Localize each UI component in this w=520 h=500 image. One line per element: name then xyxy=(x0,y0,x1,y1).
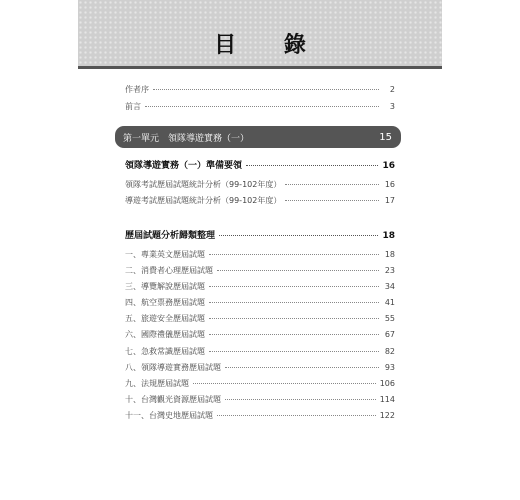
toc-entry-label: 六、國際禮儀歷屆試題 xyxy=(125,330,205,339)
toc-entry[interactable] xyxy=(125,195,395,206)
toc-entry-label: 領隊導遊實務（一）準備要領 xyxy=(125,161,243,171)
leader-dots xyxy=(225,367,379,368)
toc-entry-page: 16 xyxy=(382,161,395,171)
leader-dots xyxy=(209,302,379,303)
toc-entry-label: 九、法規歷屆試題 xyxy=(125,379,189,388)
toc-entry[interactable] xyxy=(125,281,395,292)
chapter-page: 15 xyxy=(379,131,392,143)
toc-entry[interactable] xyxy=(125,410,395,421)
toc-entry-page: 41 xyxy=(384,298,395,307)
leader-dots xyxy=(145,106,379,107)
toc-section-heading[interactable] xyxy=(125,158,395,171)
toc-entry[interactable] xyxy=(125,265,395,276)
toc-entry-label: 導遊考試歷屆試題統計分析（99-102年度） xyxy=(125,196,282,205)
leader-dots xyxy=(217,415,376,416)
toc-entry-page: 67 xyxy=(384,330,395,339)
toc-entry[interactable] xyxy=(125,394,395,405)
toc-entry-label: 八、領隊導遊實務歷屆試題 xyxy=(125,363,221,372)
leader-dots xyxy=(209,254,379,255)
toc-entry[interactable] xyxy=(125,249,395,260)
page-header-banner xyxy=(78,0,442,69)
toc-entry-page: 93 xyxy=(384,363,395,372)
leader-dots xyxy=(209,334,379,335)
toc-entry-page: 122 xyxy=(379,411,395,420)
toc-entry-label: 歷屆試題分析歸類整理 xyxy=(125,231,216,241)
toc-entry-label: 作者序 xyxy=(125,85,149,94)
toc-section-heading[interactable] xyxy=(125,228,395,241)
toc-entry-label: 三、導覽解說歷屆試題 xyxy=(125,282,205,291)
toc-entry-label: 四、航空票務歷屆試題 xyxy=(125,298,205,307)
toc-entry-label: 領隊考試歷屆試題統計分析（99-102年度） xyxy=(125,180,282,189)
chapter-title: 第一單元 領隊導遊實務（一） xyxy=(123,133,250,144)
toc-entry[interactable] xyxy=(125,297,395,308)
leader-dots xyxy=(285,184,379,185)
toc-entry-label: 五、旅遊安全歷屆試題 xyxy=(125,314,205,323)
toc-entry-label: 十一、台灣史地歷屆試題 xyxy=(125,411,213,420)
leader-dots xyxy=(219,235,378,236)
leader-dots xyxy=(225,399,376,400)
leader-dots xyxy=(285,200,379,201)
toc-entry-preface[interactable] xyxy=(125,84,395,95)
toc-entry-page: 18 xyxy=(384,250,395,259)
toc-entry-page: 2 xyxy=(389,85,395,94)
toc-entry-label: 一、專業英文歷屆試題 xyxy=(125,250,205,259)
leader-dots xyxy=(153,89,379,90)
leader-dots xyxy=(209,351,379,352)
toc-entry[interactable] xyxy=(125,313,395,324)
leader-dots xyxy=(193,383,376,384)
toc-entry[interactable] xyxy=(125,179,395,190)
toc-entry-page: 82 xyxy=(384,347,395,356)
toc-entry[interactable] xyxy=(125,362,395,373)
toc-entry-label: 十、台灣觀光資源歷屆試題 xyxy=(125,395,221,404)
toc-entry[interactable] xyxy=(125,329,395,340)
leader-dots xyxy=(246,165,378,166)
toc-entry-label: 七、急救常識歷屆試題 xyxy=(125,347,205,356)
toc-entry[interactable] xyxy=(125,346,395,357)
toc-entry-foreword[interactable] xyxy=(125,101,395,112)
leader-dots xyxy=(209,318,379,319)
toc-entry-page: 114 xyxy=(379,395,395,404)
toc-entry-page: 18 xyxy=(382,231,395,241)
leader-dots xyxy=(209,286,379,287)
toc-entry-page: 23 xyxy=(384,266,395,275)
leader-dots xyxy=(217,270,379,271)
toc-entry-page: 34 xyxy=(384,282,395,291)
toc-entry[interactable] xyxy=(125,378,395,389)
toc-entry-label: 二、消費者心理歷屆試題 xyxy=(125,266,213,275)
chapter-banner[interactable] xyxy=(115,126,401,148)
toc-entry-label: 前言 xyxy=(125,102,141,111)
toc-entry-page: 17 xyxy=(384,196,395,205)
toc-entry-page: 16 xyxy=(384,180,395,189)
page-title: 目 錄 xyxy=(214,33,326,58)
toc-entry-page: 3 xyxy=(389,102,395,111)
toc-entry-page: 106 xyxy=(379,379,395,388)
toc-entry-page: 55 xyxy=(384,314,395,323)
